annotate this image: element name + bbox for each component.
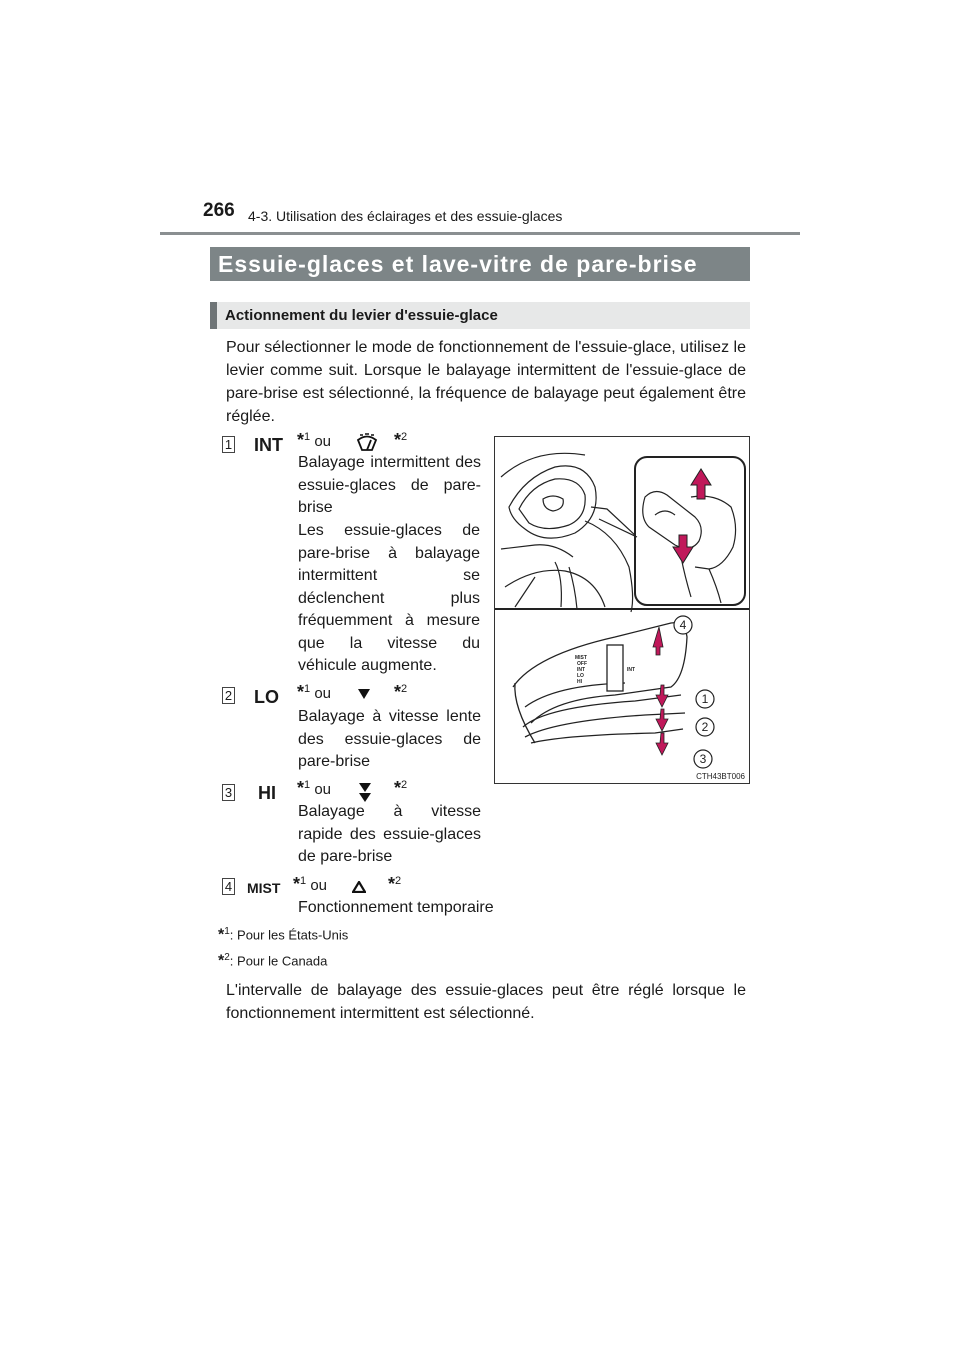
mode-1-variant-2	[394, 430, 407, 451]
subsection-title-text: Actionnement du levier d'essuie-glace	[225, 307, 498, 324]
or-text: ou	[314, 781, 331, 798]
superscript: 1	[300, 875, 307, 887]
section-title-text: Essuie-glaces et lave-vitre de pare-brise	[218, 250, 698, 277]
mode-1-description: Balayage intermittent des essuie-glaces de pare-brise	[298, 454, 481, 516]
or-text: ou	[310, 877, 327, 894]
mode-label-int: INT	[254, 435, 283, 455]
star-marker: *	[394, 682, 402, 702]
mode-number-3: 3	[222, 784, 235, 801]
header-divider	[160, 232, 800, 235]
or-text: ou	[314, 433, 331, 450]
mode-1-variants	[297, 430, 331, 451]
figure-code: CTH43BT006	[696, 772, 745, 781]
star-marker: *	[218, 926, 225, 944]
single-triangle-down-icon	[357, 688, 371, 700]
or-text: ou	[314, 685, 331, 702]
page-number: 266	[203, 200, 235, 221]
stalk-label-lo: LO	[577, 673, 584, 679]
wiper-lever-illustration	[494, 436, 750, 784]
superscript: 1	[304, 431, 311, 443]
stalk-label-hi: HI	[577, 679, 582, 685]
mode-2-variants	[297, 682, 331, 703]
superscript: 2	[401, 779, 408, 791]
star-marker: *	[297, 778, 305, 798]
section-title	[210, 247, 750, 281]
superscript: 1	[224, 926, 230, 937]
intermittent-wiper-icon	[354, 432, 380, 454]
callout-2: 2	[701, 720, 709, 734]
callout-4: 4	[679, 618, 687, 632]
closing-paragraph: L'intervalle de balayage des essuie-glaces peut être réglé lorsque le fonctionnement intermittent est sélectionné.	[226, 982, 746, 1022]
star-marker: *	[394, 430, 402, 450]
star-marker: *	[297, 430, 305, 450]
mode-3-description: Balayage à vitesse rapide des essuie-glaces de pare-brise	[298, 803, 481, 865]
mode-label-mist: MIST	[247, 880, 281, 896]
stalk-label-int: INT	[577, 667, 586, 673]
wiper-lever-drawing	[495, 437, 749, 783]
star-marker: *	[218, 952, 225, 970]
mode-label-lo: LO	[254, 687, 279, 707]
mode-1-detail: Les essuie-glaces de pare-brise à balayage intermittent se déclenchent plus fréquemment à mesure que la vitesse du véhicule augmente.	[298, 522, 480, 674]
stalk-ring-int-label: INT	[627, 667, 636, 673]
triangle-up-outline-icon	[352, 881, 366, 893]
mode-number-1: 1	[222, 436, 235, 453]
mode-4-variants	[293, 874, 327, 895]
mode-4-description: Fonctionnement temporaire	[298, 899, 494, 916]
stalk-label-mist: MIST	[575, 655, 587, 661]
star-marker: *	[293, 874, 301, 894]
footnote-2	[218, 952, 327, 970]
callout-3: 3	[699, 752, 707, 766]
callout-1: 1	[701, 692, 709, 706]
mode-3-variants	[297, 778, 331, 799]
mode-2-variant-2	[394, 682, 407, 703]
superscript: 2	[395, 875, 402, 887]
mode-number-2: 2	[222, 687, 235, 704]
footnote-1	[218, 926, 348, 944]
mode-label-hi: HI	[258, 783, 276, 803]
superscript: 1	[304, 779, 311, 791]
superscript: 1	[304, 683, 311, 695]
star-marker: *	[388, 874, 396, 894]
stalk-label-off: OFF	[577, 661, 587, 667]
mode-3-variant-2	[394, 778, 407, 799]
star-marker: *	[297, 682, 305, 702]
mode-4-variant-2	[388, 874, 401, 895]
star-marker: *	[394, 778, 402, 798]
subsection-title	[210, 302, 750, 329]
superscript: 2	[401, 683, 408, 695]
mode-2-description: Balayage à vitesse lente des essuie-glaces de pare-brise	[298, 708, 481, 770]
superscript: 2	[224, 952, 230, 963]
mode-number-4: 4	[222, 878, 235, 895]
intro-paragraph: Pour sélectionner le mode de fonctionnement de l'essuie-glace, utilisez le levier comme suit. Lorsque le balayage intermittent de l'essuie-glace de pare-brise est sélectionné, la fréquence de balayage peut également être réglée.	[226, 339, 746, 425]
footnote-2-text: : Pour le Canada	[229, 953, 328, 969]
chapter-title: 4-3. Utilisation des éclairages et des essuie-glaces	[248, 208, 563, 224]
superscript: 2	[401, 431, 408, 443]
footnote-1-text: : Pour les États-Unis	[229, 927, 349, 943]
